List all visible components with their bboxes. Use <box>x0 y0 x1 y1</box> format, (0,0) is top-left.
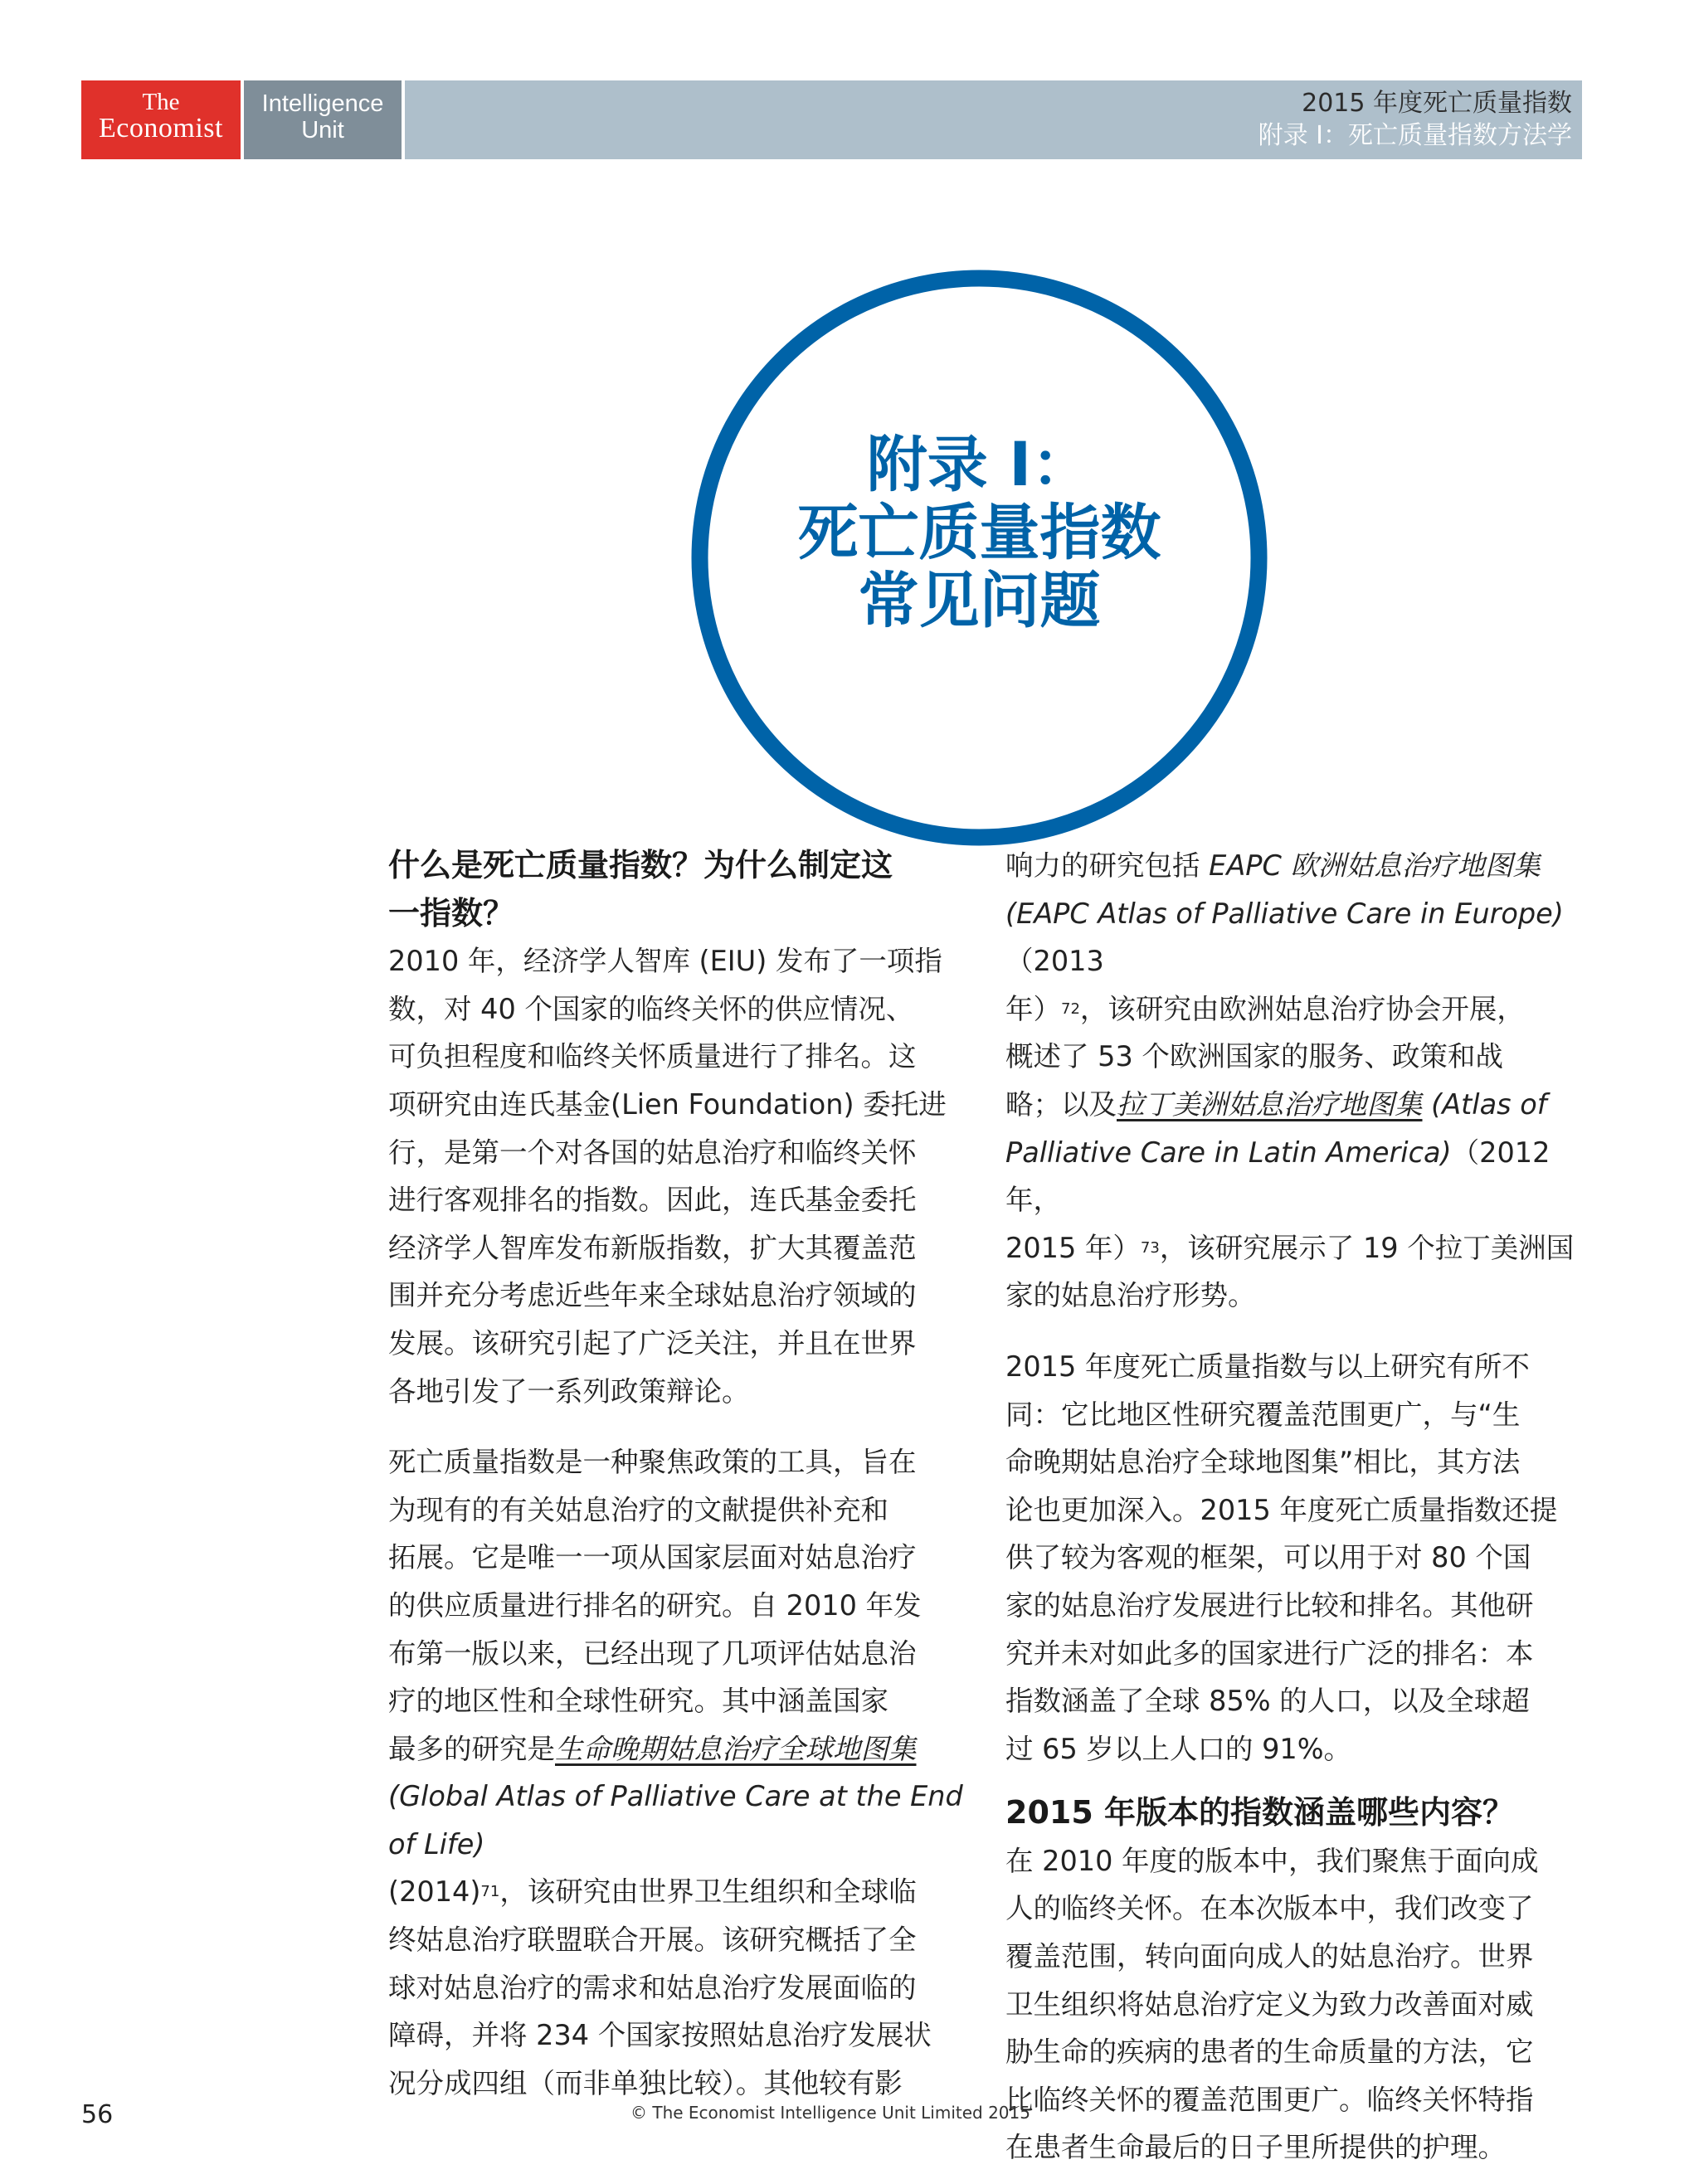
header-bar <box>405 80 1582 159</box>
text-line: 终姑息治疗联盟联合开展。该研究概括了全 <box>388 1924 917 1957</box>
text-line: 的供应质量进行排名的研究。自 2010 年发 <box>388 1588 922 1622</box>
text-line: 究并未对如此多的国家进行广泛的排名：本 <box>1005 1637 1534 1670</box>
appendix-title-line-3: 常见问题 <box>858 566 1101 636</box>
text-line: 同：它比地区性研究覆盖范围更广，与“生 <box>1005 1398 1521 1431</box>
heading-line: 什么是死亡质量指数？为什么制定这 <box>388 847 893 883</box>
section-heading-2: 2015 年版本的指数涵盖哪些内容？ <box>1005 1794 1514 1831</box>
text-span: 最多的研究是 <box>388 1732 555 1765</box>
appendix-title-line-1: 附录 I： <box>866 430 1093 500</box>
eapc-atlas-english-title: (EAPC Atlas of Palliative Care in Europe) <box>1005 897 1564 930</box>
text-line: 论也更加深入。2015 年度死亡质量指数还提 <box>1005 1493 1558 1526</box>
economist-logo <box>81 80 241 159</box>
text-line: 为现有的有关姑息治疗的文献提供补充和 <box>388 1493 888 1526</box>
left-column <box>388 842 969 2107</box>
global-atlas-english-title: (Global Atlas of Palliative Care at the End of Life) <box>388 1780 963 1861</box>
text-span: （2012 年， <box>1005 1136 1551 1217</box>
text-line: 疗的地区性和全球性研究。其中涵盖国家 <box>388 1685 888 1718</box>
appendix-title <box>690 431 1268 635</box>
text-line: 覆盖范围，转向面向成人的姑息治疗。世界 <box>1005 1940 1534 1973</box>
right-column <box>1005 842 1586 2172</box>
text-span: 年） <box>1005 992 1061 1025</box>
heading-line: 一指数？ <box>388 894 515 931</box>
text-line: 人的临终关怀。在本次版本中，我们改变了 <box>1005 1892 1534 1925</box>
text-line: 进行客观排名的指数。因此，连氏基金委托 <box>388 1184 917 1217</box>
text-line: 项研究由连氏基金(Lien Foundation) 委托进 <box>388 1087 947 1121</box>
text-line <box>388 1868 969 1916</box>
text-line: 在患者生命最后的日子里所提供的护理。 <box>1005 2131 1506 2164</box>
text-line: 围并充分考虑近些年来全球姑息治疗领域的 <box>388 1279 917 1312</box>
footnote-ref-72[interactable]: 72 <box>1061 1000 1080 1018</box>
logo-line-2: Economist <box>99 113 223 143</box>
text-line <box>1005 1081 1586 1129</box>
text-line: 拓展。它是唯一一项从国家层面对姑息治疗 <box>388 1541 917 1574</box>
text-line: 行，是第一个对各国的姑息治疗和临终关怀 <box>388 1136 917 1169</box>
text-line: 胁生命的疾病的患者的生命质量的方法，它 <box>1005 2036 1534 2069</box>
text-line: 概述了 53 个欧洲国家的服务、政策和战 <box>1005 1040 1503 1073</box>
text-line <box>1005 985 1586 1034</box>
unit-line-1: Intelligence <box>261 90 384 117</box>
text-line: 可负担程度和临终关怀质量进行了排名。这 <box>388 1040 917 1073</box>
global-atlas-title: 生命晚期姑息治疗全球地图集 <box>555 1732 917 1765</box>
text-line: 指数涵盖了全球 85% 的人口，以及全球超 <box>1005 1685 1530 1718</box>
latin-america-atlas-english-title: (Atlas of <box>1422 1087 1547 1121</box>
text-span: ，该研究由世界卫生组织和全球临 <box>499 1875 917 1909</box>
text-line: 供了较为客观的框架，可以用于对 80 个国 <box>1005 1541 1531 1574</box>
text-line <box>1005 1224 1586 1272</box>
unit-line-2: Unit <box>301 117 344 143</box>
text-line: 经济学人智库发布新版指数，扩大其覆盖范 <box>388 1231 917 1264</box>
text-line: 比临终关怀的覆盖范围更广。临终关怀特指 <box>1005 2083 1534 2116</box>
latin-america-atlas-title: 拉丁美洲姑息治疗地图集 <box>1117 1087 1423 1121</box>
section-heading-1 <box>388 842 969 937</box>
latin-america-atlas-english-title-cont: Palliative Care in Latin America) <box>1005 1136 1452 1169</box>
text-line: 死亡质量指数是一种聚焦政策的工具，旨在 <box>388 1446 917 1479</box>
footnote-ref-71[interactable]: 71 <box>480 1883 500 1901</box>
page-number: 56 <box>81 2100 114 2129</box>
section-title: 附录 I：死亡质量指数方法学 <box>1258 121 1572 150</box>
text-line: 2010 年，经济学人智库 (EIU) 发布了一项指 <box>388 945 942 978</box>
copyright-notice: © The Economist Intelligence Unit Limited 2015 <box>630 2103 1030 2123</box>
text-line: 过 65 岁以上人口的 91%。 <box>1005 1732 1352 1765</box>
text-line: 况分成四组（而非单独比较）。其他较有影 <box>388 2066 903 2099</box>
eapc-atlas-title: EAPC 欧洲姑息治疗地图集 <box>1209 849 1541 882</box>
text-line: 在 2010 年度的版本中，我们聚焦于面向成 <box>1005 1844 1539 1877</box>
text-line: 命晚期姑息治疗全球地图集”相比，其方法 <box>1005 1446 1521 1479</box>
text-line: 卫生组织将姑息治疗定义为致力改善面对威 <box>1005 1987 1534 2021</box>
footnote-ref-73[interactable]: 73 <box>1140 1238 1160 1257</box>
text-span: 略；以及 <box>1005 1087 1117 1121</box>
text-span: ，该研究展示了 19 个拉丁美洲国 <box>1159 1231 1575 1264</box>
text-line <box>388 1773 969 1868</box>
intelligence-unit-logo <box>244 80 402 159</box>
text-line: 2015 年度死亡质量指数与以上研究有所不 <box>1005 1350 1530 1383</box>
text-line: 数，对 40 个国家的临终关怀的供应情况、 <box>388 992 914 1025</box>
text-line <box>1005 890 1586 985</box>
text-line <box>1005 842 1586 890</box>
text-line: 障碍，并将 234 个国家按照姑息治疗发展状 <box>388 2019 932 2052</box>
text-line <box>388 1725 969 1773</box>
text-line: 球对姑息治疗的需求和姑息治疗发展面临的 <box>388 1971 917 2004</box>
text-line: 各地引发了一系列政策辩论。 <box>388 1374 750 1408</box>
page-header <box>81 80 1582 159</box>
text-span: 响力的研究包括 <box>1005 849 1210 882</box>
text-span: （2013 <box>1005 945 1104 978</box>
text-span: 2015 年） <box>1005 1231 1141 1264</box>
text-line <box>1005 1129 1586 1224</box>
text-line: 家的姑息治疗形势。 <box>1005 1279 1256 1312</box>
text-line: 布第一版以来，已经出现了几项评估姑息治 <box>388 1637 917 1670</box>
text-line: 家的姑息治疗发展进行比较和排名。其他研 <box>1005 1588 1534 1622</box>
text-span: (2014) <box>388 1875 481 1909</box>
text-line: 发展。该研究引起了广泛关注，并且在世界 <box>388 1326 917 1360</box>
logo-line-1: The <box>142 89 180 115</box>
report-title: 2015 年度死亡质量指数 <box>1302 89 1572 118</box>
appendix-title-line-2: 死亡质量指数 <box>797 498 1161 568</box>
text-span: ，该研究由欧洲姑息治疗协会开展， <box>1079 992 1525 1025</box>
